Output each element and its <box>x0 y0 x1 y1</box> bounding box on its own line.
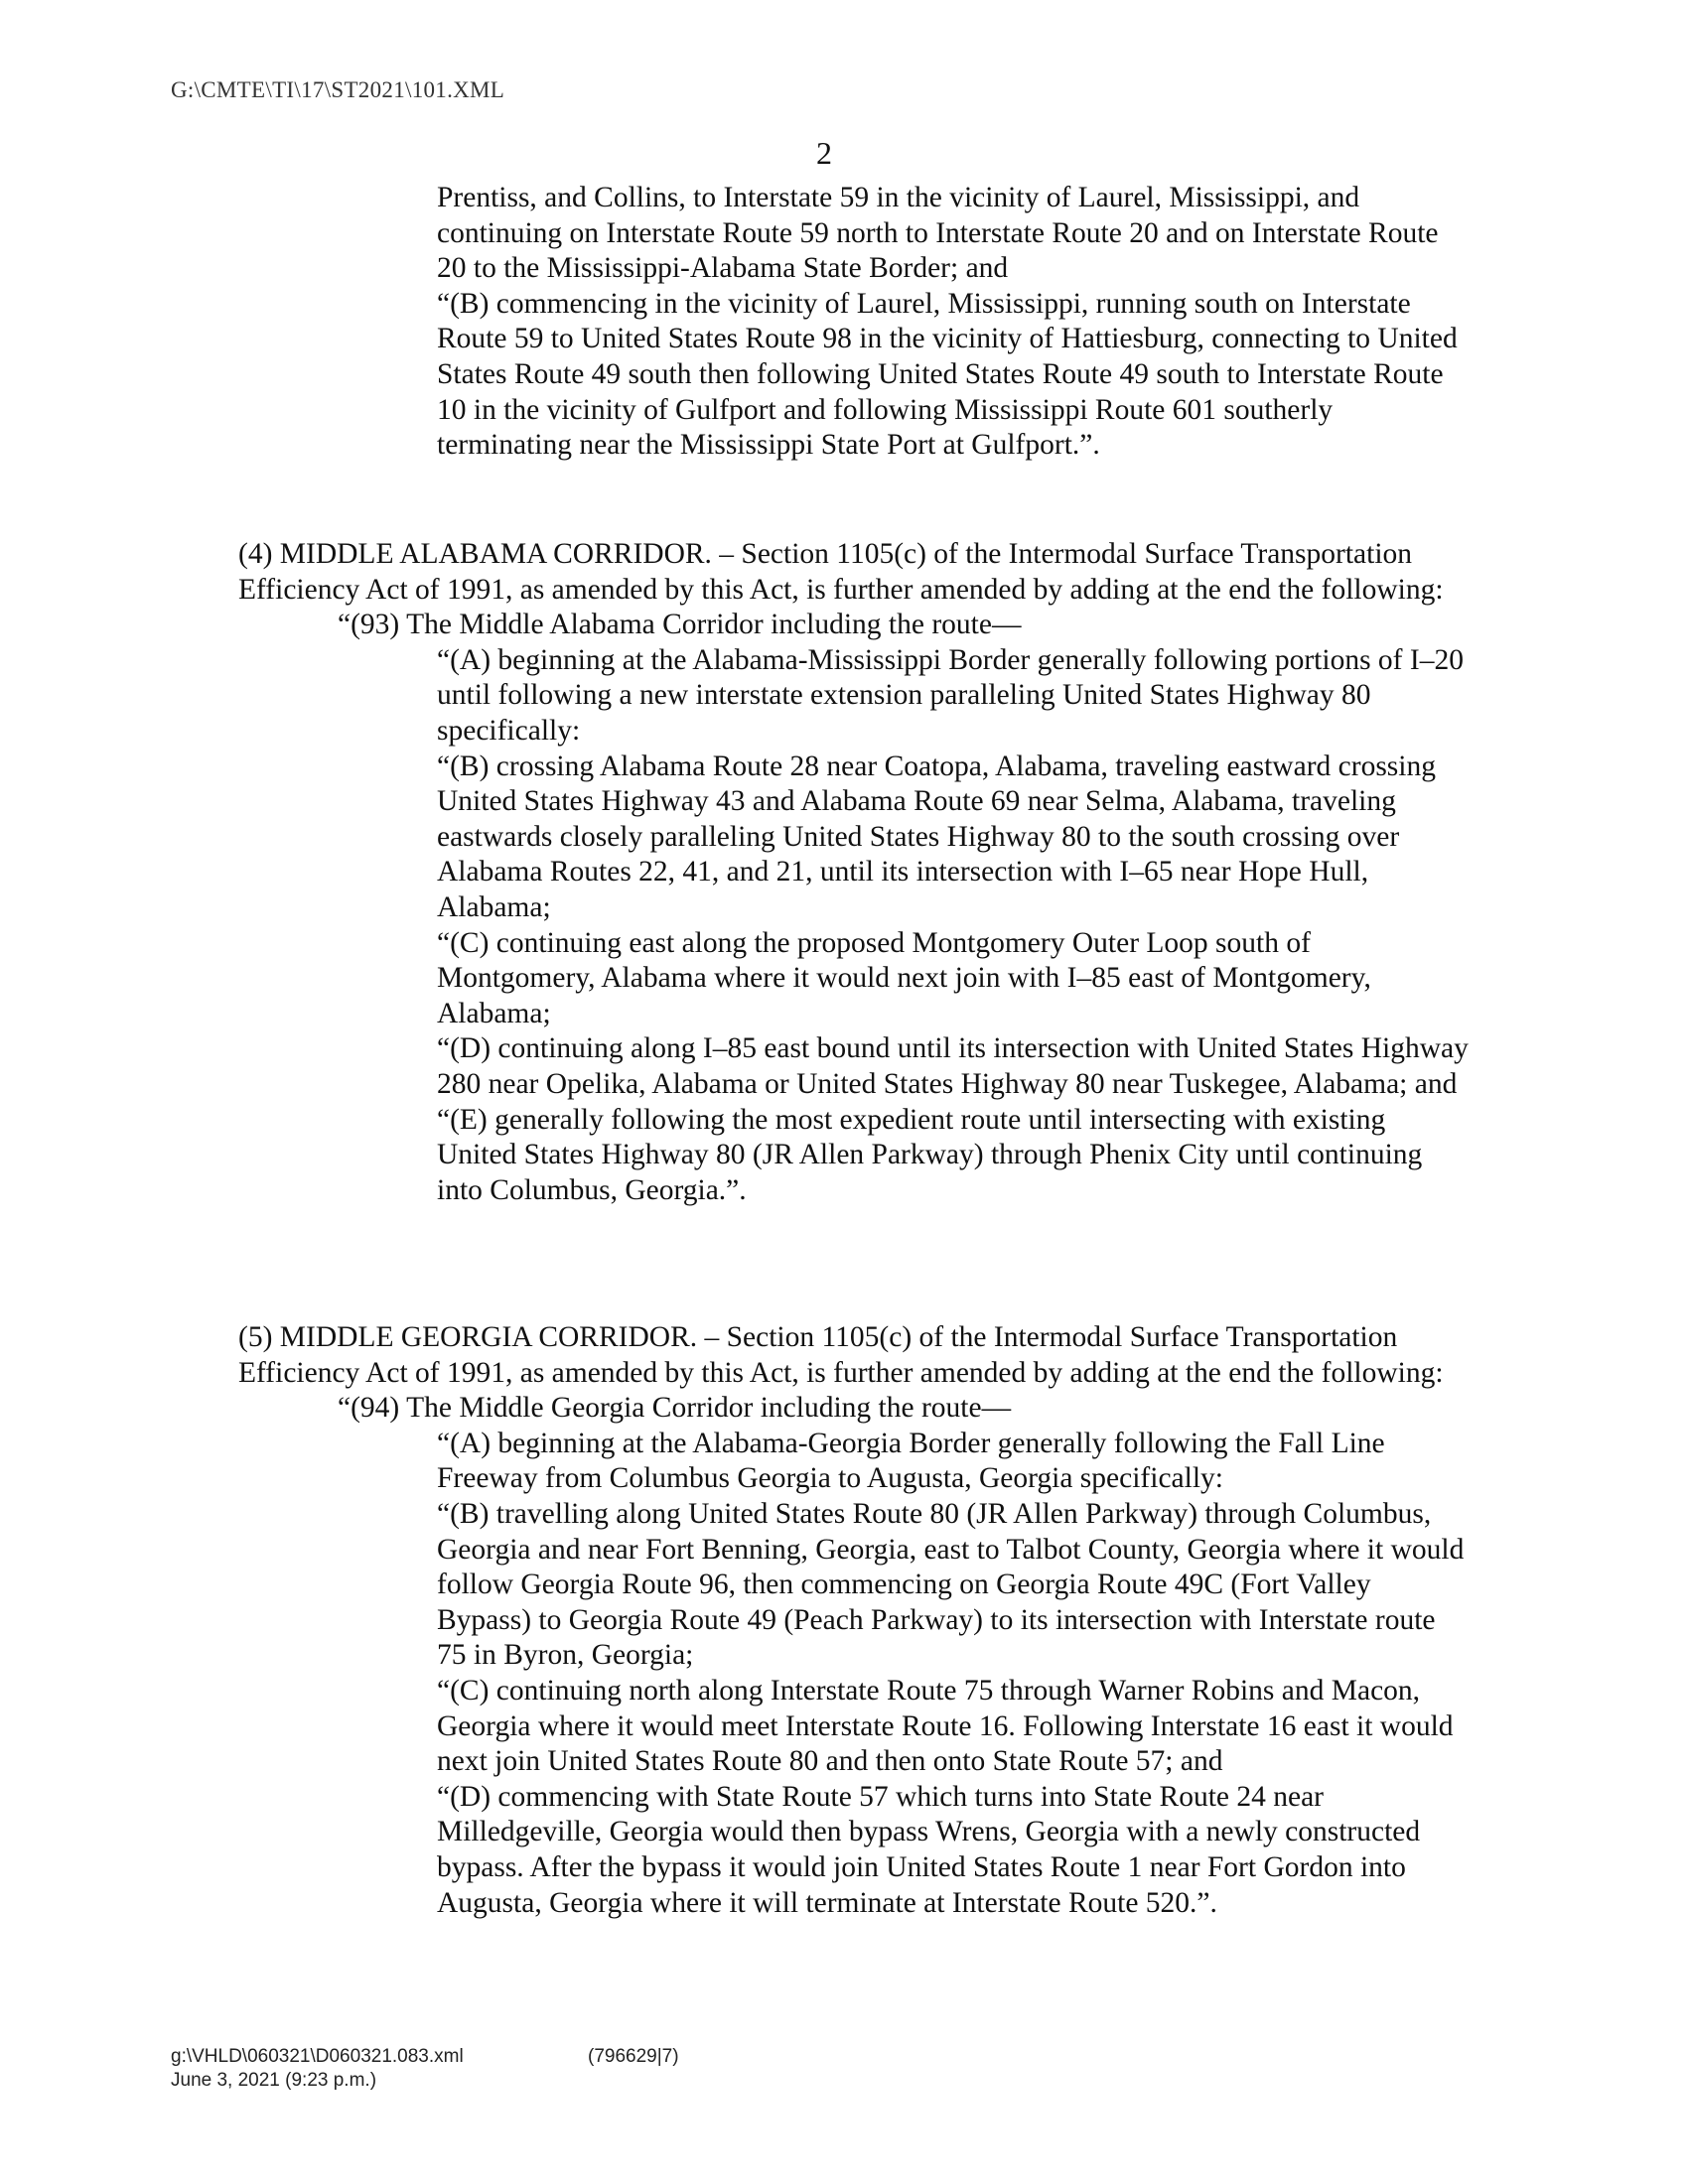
route-subitem: “(C) continuing east along the proposed Montgomery Outer Loop south of Montgomery, Alabama where it would next join with I–85 east of Montgomery, Alabama; <box>437 926 1371 1029</box>
route-subitem: “(C) continuing north along Interstate Route 75 through Warner Robins and Macon, Georgia where it would meet Interstate Route 16. Following Interstate 16 east it would next join United States Route 80 and then onto State Route 57; and <box>437 1674 1454 1778</box>
document-path-header: G:\CMTE\TI\17\ST2021\101.XML <box>171 77 505 102</box>
route-subitem: “(B) crossing Alabama Route 28 near Coatopa, Alabama, traveling eastward crossing United States Highway 43 and Alabama Route 69 near Selma, Alabama, traveling eastwards closely paralleling United States Highway 80 to the south crossing over Alabama Routes 22, 41, and 21, until its intersection with I–65 near Hope Hull, Alabama; <box>437 750 1436 923</box>
continuation-block <box>437 181 1470 464</box>
page-footer <box>171 2045 679 2093</box>
footer-code: (796629|7) <box>588 2046 679 2067</box>
continuation-item-b: “(B) commencing in the vicinity of Laurel, Mississippi, running south on Interstate Route 59 to United States Route 98 in the vicinity of Hattiesburg, connecting to United States Route 49 south then following United States Route 49 south to Interstate Route 10 in the vicinity of Gulfport and following Mississippi Route 601 southerly terminating near the Mississippi State Port at Gulfport.”. <box>437 287 1458 462</box>
route-subitem: “(B) travelling along United States Route 80 (JR Allen Parkway) through Columbus, Georgia and near Fort Benning, Georgia, east to Talbot County, Georgia where it would follow Georgia Route 96, then commencing on Georgia Route 49C (Fort Valley Bypass) to Georgia Route 49 (Peach Parkway) to its intersection with Interstate route 75 in Byron, Georgia; <box>437 1497 1465 1672</box>
section-heading: (5) MIDDLE GEORGIA CORRIDOR. – Section 1105(c) of the Intermodal Surface Transportation Efficiency Act of 1991, as amended by this Act, is further amended by adding at the end the following: <box>238 1321 1444 1389</box>
corridor-item: “(94) The Middle Georgia Corridor including the route— <box>338 1392 1012 1425</box>
footer-file-path: g:\VHLD\060321\D060321.083.xml <box>171 2046 464 2067</box>
route-subitem: “(A) beginning at the Alabama-Georgia Border generally following the Fall Line Freeway from Columbus Georgia to Augusta, Georgia specifically: <box>437 1427 1385 1495</box>
section-heading: (4) MIDDLE ALABAMA CORRIDOR. – Section 1105(c) of the Intermodal Surface Transportation Efficiency Act of 1991, as amended by this Act, is further amended by adding at the end the following: <box>238 538 1444 606</box>
section-middle-georgia-corridor <box>238 1320 1470 1921</box>
route-subitem: “(A) beginning at the Alabama-Mississippi Border generally following portions of I–20 until following a new interstate extension paralleling United States Highway 80 specifically: <box>437 643 1464 747</box>
page-number: 2 <box>816 135 832 171</box>
corridor-item: “(93) The Middle Alabama Corridor including the route— <box>338 609 1022 641</box>
footer-date: June 3, 2021 (9:23 p.m.) <box>171 2070 377 2091</box>
route-subitem: “(E) generally following the most expedient route until intersecting with existing United States Highway 80 (JR Allen Parkway) through Phenix City until continuing into Columbus, Georgia.”. <box>437 1103 1423 1206</box>
route-subitem: “(D) commencing with State Route 57 which turns into State Route 24 near Milledgeville, Georgia would then bypass Wrens, Georgia with a newly constructed bypass. After the bypass it would join United States Route 1 near Fort Gordon into Augusta, Georgia where it will terminate at Interstate Route 520.”. <box>437 1780 1421 1919</box>
continuation-text: Prentiss, and Collins, to Interstate 59 in the vicinity of Laurel, Mississippi, and continuing on Interstate Route 59 north to Interstate Route 20 and on Interstate Route 20 to the Mississippi-Alabama State Border; and <box>437 182 1439 285</box>
section-middle-alabama-corridor <box>238 537 1470 1208</box>
route-subitem: “(D) continuing along I–85 east bound until its intersection with United States Highway 280 near Opelika, Alabama or United States Highway 80 near Tuskegee, Alabama; and <box>437 1032 1469 1100</box>
